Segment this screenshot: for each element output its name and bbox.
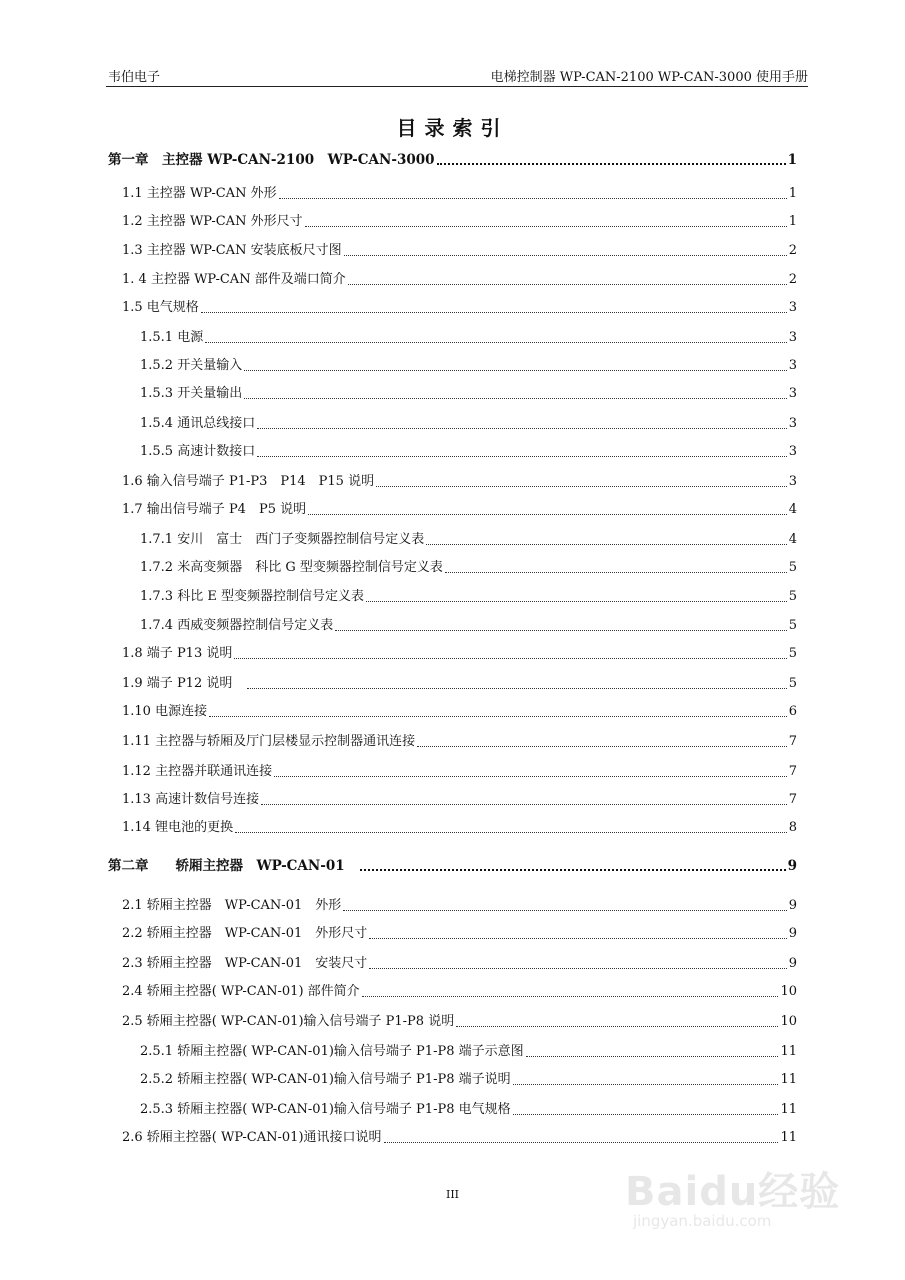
toc-entry-label: 2.5.1 轿厢主控器( WP-CAN-01)输入信号端子 P1-P8 端子示意图 <box>140 1044 524 1059</box>
toc-dot-leader <box>343 909 786 911</box>
toc-entry-label: 1.7.1 安川 富士 西门子变频器控制信号定义表 <box>140 532 425 547</box>
toc-entry[interactable] <box>122 268 797 288</box>
toc-entry-page: 11 <box>780 1072 797 1087</box>
toc-entry[interactable] <box>122 296 797 316</box>
toc-dot-leader <box>376 485 787 487</box>
baidu-watermark <box>625 1150 845 1245</box>
toc-entry[interactable] <box>122 642 797 662</box>
toc-entry[interactable] <box>122 239 797 259</box>
toc-entry-page: 3 <box>788 386 797 401</box>
toc-dot-leader <box>205 341 787 343</box>
toc-entry[interactable] <box>140 528 797 548</box>
toc-entry[interactable] <box>122 980 797 1000</box>
toc-entry-page: 5 <box>788 646 797 661</box>
toc-entry[interactable] <box>122 760 797 780</box>
toc-entry-page: 9 <box>788 956 797 971</box>
toc-entry-page: 7 <box>788 734 797 749</box>
toc-entry-page: 3 <box>788 444 797 459</box>
toc-entry-label: 1. 4 主控器 WP-CAN 部件及端口简介 <box>122 272 346 287</box>
toc-entry-page: 10 <box>780 1014 797 1029</box>
header-company: 韦伯电子 <box>108 70 161 85</box>
toc-dot-leader <box>513 1083 779 1085</box>
toc-entry[interactable] <box>140 1098 797 1118</box>
toc-entry-label: 1.5 电气规格 <box>122 300 199 315</box>
toc-entry-page: 9 <box>787 858 797 874</box>
toc-dot-leader <box>360 868 785 871</box>
toc-entry-label: 1.11 主控器与轿厢及厅门层楼显示控制器通讯连接 <box>122 734 416 749</box>
toc-entry[interactable] <box>140 1040 797 1060</box>
toc-dot-leader <box>437 162 786 165</box>
toc-entry-page: 4 <box>788 532 797 547</box>
toc-entry[interactable] <box>140 354 797 374</box>
toc-entry-page: 5 <box>788 560 797 575</box>
toc-entry[interactable] <box>122 210 797 230</box>
toc-dot-leader <box>257 455 787 457</box>
toc-dot-leader <box>244 397 787 399</box>
page-number: III <box>445 1188 460 1201</box>
toc-entry-label: 1.7.3 科比 E 型变频器控制信号定义表 <box>140 589 364 604</box>
toc-entry[interactable] <box>122 470 797 490</box>
toc-entry-label: 1.5.1 电源 <box>140 330 204 345</box>
toc-entry-label: 1.14 锂电池的更换 <box>122 820 234 835</box>
toc-entry[interactable] <box>122 1126 797 1146</box>
toc-entry-label: 2.2 轿厢主控器 WP-CAN-01 外形尺寸 <box>122 926 368 941</box>
toc-entry-page: 1 <box>787 152 797 168</box>
toc-entry-label: 第一章 主控器 WP-CAN-2100 WP-CAN-3000 <box>108 152 435 168</box>
header-manual-title: 电梯控制器 WP-CAN-2100 WP-CAN-3000 使用手册 <box>490 70 808 85</box>
toc-dot-leader <box>384 1141 779 1143</box>
toc-chapter-entry[interactable] <box>108 854 797 874</box>
toc-dot-leader <box>279 197 787 199</box>
toc-entry-page: 2 <box>788 272 797 287</box>
toc-entry-page: 5 <box>788 589 797 604</box>
toc-entry-label: 1.13 高速计数信号连接 <box>122 792 260 807</box>
toc-entry[interactable] <box>122 672 797 692</box>
toc-entry[interactable] <box>140 412 797 432</box>
toc-chapter-entry[interactable] <box>108 148 797 168</box>
toc-dot-leader <box>445 571 787 573</box>
toc-entry-label: 1.5.3 开关量输出 <box>140 386 243 401</box>
toc-entry-page: 3 <box>788 330 797 345</box>
toc-entry-page: 1 <box>788 214 797 229</box>
toc-dot-leader <box>513 1113 779 1115</box>
toc-dot-leader <box>369 967 786 969</box>
toc-dot-leader <box>247 687 786 689</box>
toc-entry-label: 1.7.2 米高变频器 科比 G 型变频器控制信号定义表 <box>140 560 443 575</box>
toc-entry-label: 2.1 轿厢主控器 WP-CAN-01 外形 <box>122 898 342 913</box>
toc-dot-leader <box>426 543 787 545</box>
toc-entry-label: 1.5.2 开关量输入 <box>140 358 243 373</box>
toc-entry-label: 1.10 电源连接 <box>122 704 208 719</box>
toc-entry-label: 1.8 端子 P13 说明 <box>122 646 233 661</box>
toc-entry-page: 11 <box>780 1130 797 1145</box>
toc-entry-page: 10 <box>780 984 797 999</box>
toc-entry[interactable] <box>122 788 797 808</box>
toc-entry-page: 4 <box>788 502 797 517</box>
toc-entry-page: 5 <box>788 618 797 633</box>
toc-entry[interactable] <box>122 816 797 836</box>
toc-entry-page: 2 <box>788 243 797 258</box>
toc-entry[interactable] <box>140 556 797 576</box>
toc-entry[interactable] <box>122 182 797 202</box>
toc-entry[interactable] <box>122 498 797 518</box>
page-title: 目录索引 <box>396 116 509 140</box>
toc-dot-leader <box>526 1055 779 1057</box>
toc-dot-leader <box>308 513 787 515</box>
toc-entry-page: 11 <box>780 1102 797 1117</box>
toc-entry-label: 1.7.4 西威变频器控制信号定义表 <box>140 618 334 633</box>
watermark-url: jingyan.baidu.com <box>633 1212 772 1230</box>
toc-dot-leader <box>261 803 787 805</box>
toc-entry-label: 2.5.2 轿厢主控器( WP-CAN-01)输入信号端子 P1-P8 端子说明 <box>140 1072 511 1087</box>
toc-dot-leader <box>362 995 779 997</box>
toc-dot-leader <box>348 283 787 285</box>
toc-dot-leader <box>244 369 787 371</box>
toc-entry[interactable] <box>122 730 797 750</box>
toc-dot-leader <box>235 831 787 833</box>
toc-entry[interactable] <box>140 614 797 634</box>
toc-entry[interactable] <box>140 440 797 460</box>
toc-entry[interactable] <box>140 585 797 605</box>
toc-entry-page: 6 <box>788 704 797 719</box>
toc-entry-page: 3 <box>788 300 797 315</box>
toc-entry-page: 3 <box>788 474 797 489</box>
toc-entry-label: 1.2 主控器 WP-CAN 外形尺寸 <box>122 214 303 229</box>
toc-entry-page: 8 <box>788 820 797 835</box>
toc-entry[interactable] <box>140 326 797 346</box>
toc-entry-label: 1.5.5 高速计数接口 <box>140 444 256 459</box>
toc-entry-page: 7 <box>788 764 797 779</box>
toc-entry[interactable] <box>122 1010 797 1030</box>
toc-entry-page: 5 <box>788 676 797 691</box>
toc-dot-leader <box>335 629 787 631</box>
toc-entry-label: 1.5.4 通讯总线接口 <box>140 416 256 431</box>
toc-entry-page: 3 <box>788 416 797 431</box>
toc-dot-leader <box>274 775 787 777</box>
toc-dot-leader <box>209 715 787 717</box>
toc-entry-label: 1.12 主控器并联通讯连接 <box>122 764 273 779</box>
toc-dot-leader <box>305 225 787 227</box>
toc-dot-leader <box>234 657 786 659</box>
toc-entry-page: 1 <box>788 186 797 201</box>
toc-entry-label: 2.5.3 轿厢主控器( WP-CAN-01)输入信号端子 P1-P8 电气规格 <box>140 1102 511 1117</box>
toc-entry-label: 2.6 轿厢主控器( WP-CAN-01)通讯接口说明 <box>122 1130 382 1145</box>
toc-dot-leader <box>417 745 787 747</box>
toc-entry-label: 1.6 输入信号端子 P1-P3 P14 P15 说明 <box>122 474 375 489</box>
toc-entry-page: 11 <box>780 1044 797 1059</box>
toc-entry-label: 2.5 轿厢主控器( WP-CAN-01)输入信号端子 P1-P8 说明 <box>122 1014 455 1029</box>
watermark-brand: Baidu经验 <box>625 1169 841 1215</box>
toc-entry[interactable] <box>122 894 797 914</box>
toc-entry-page: 3 <box>788 358 797 373</box>
toc-dot-leader <box>201 311 787 313</box>
toc-entry-label: 2.4 轿厢主控器( WP-CAN-01) 部件简介 <box>122 984 360 999</box>
toc-entry-label: 1.7 输出信号端子 P4 P5 说明 <box>122 502 307 517</box>
toc-entry[interactable] <box>122 700 797 720</box>
toc-entry-page: 9 <box>788 926 797 941</box>
toc-entry-label: 第二章 轿厢主控器 WP-CAN-01 <box>108 858 359 874</box>
toc-dot-leader <box>369 937 786 939</box>
toc-dot-leader <box>456 1025 778 1027</box>
toc-dot-leader <box>344 254 787 256</box>
toc-entry[interactable] <box>140 1068 797 1088</box>
toc-entry-page: 9 <box>788 898 797 913</box>
toc-dot-leader <box>257 427 787 429</box>
toc-entry[interactable] <box>140 382 797 402</box>
toc-entry-label: 1.9 端子 P12 说明 <box>122 676 246 691</box>
toc-entry-label: 2.3 轿厢主控器 WP-CAN-01 安装尺寸 <box>122 956 368 971</box>
toc-entry[interactable] <box>122 922 797 942</box>
toc-entry-page: 7 <box>788 792 797 807</box>
toc-entry-label: 1.1 主控器 WP-CAN 外形 <box>122 186 277 201</box>
toc-dot-leader <box>366 600 787 602</box>
toc-entry-label: 1.3 主控器 WP-CAN 安装底板尺寸图 <box>122 243 342 258</box>
page-header <box>106 64 808 87</box>
toc-entry[interactable] <box>122 952 797 972</box>
